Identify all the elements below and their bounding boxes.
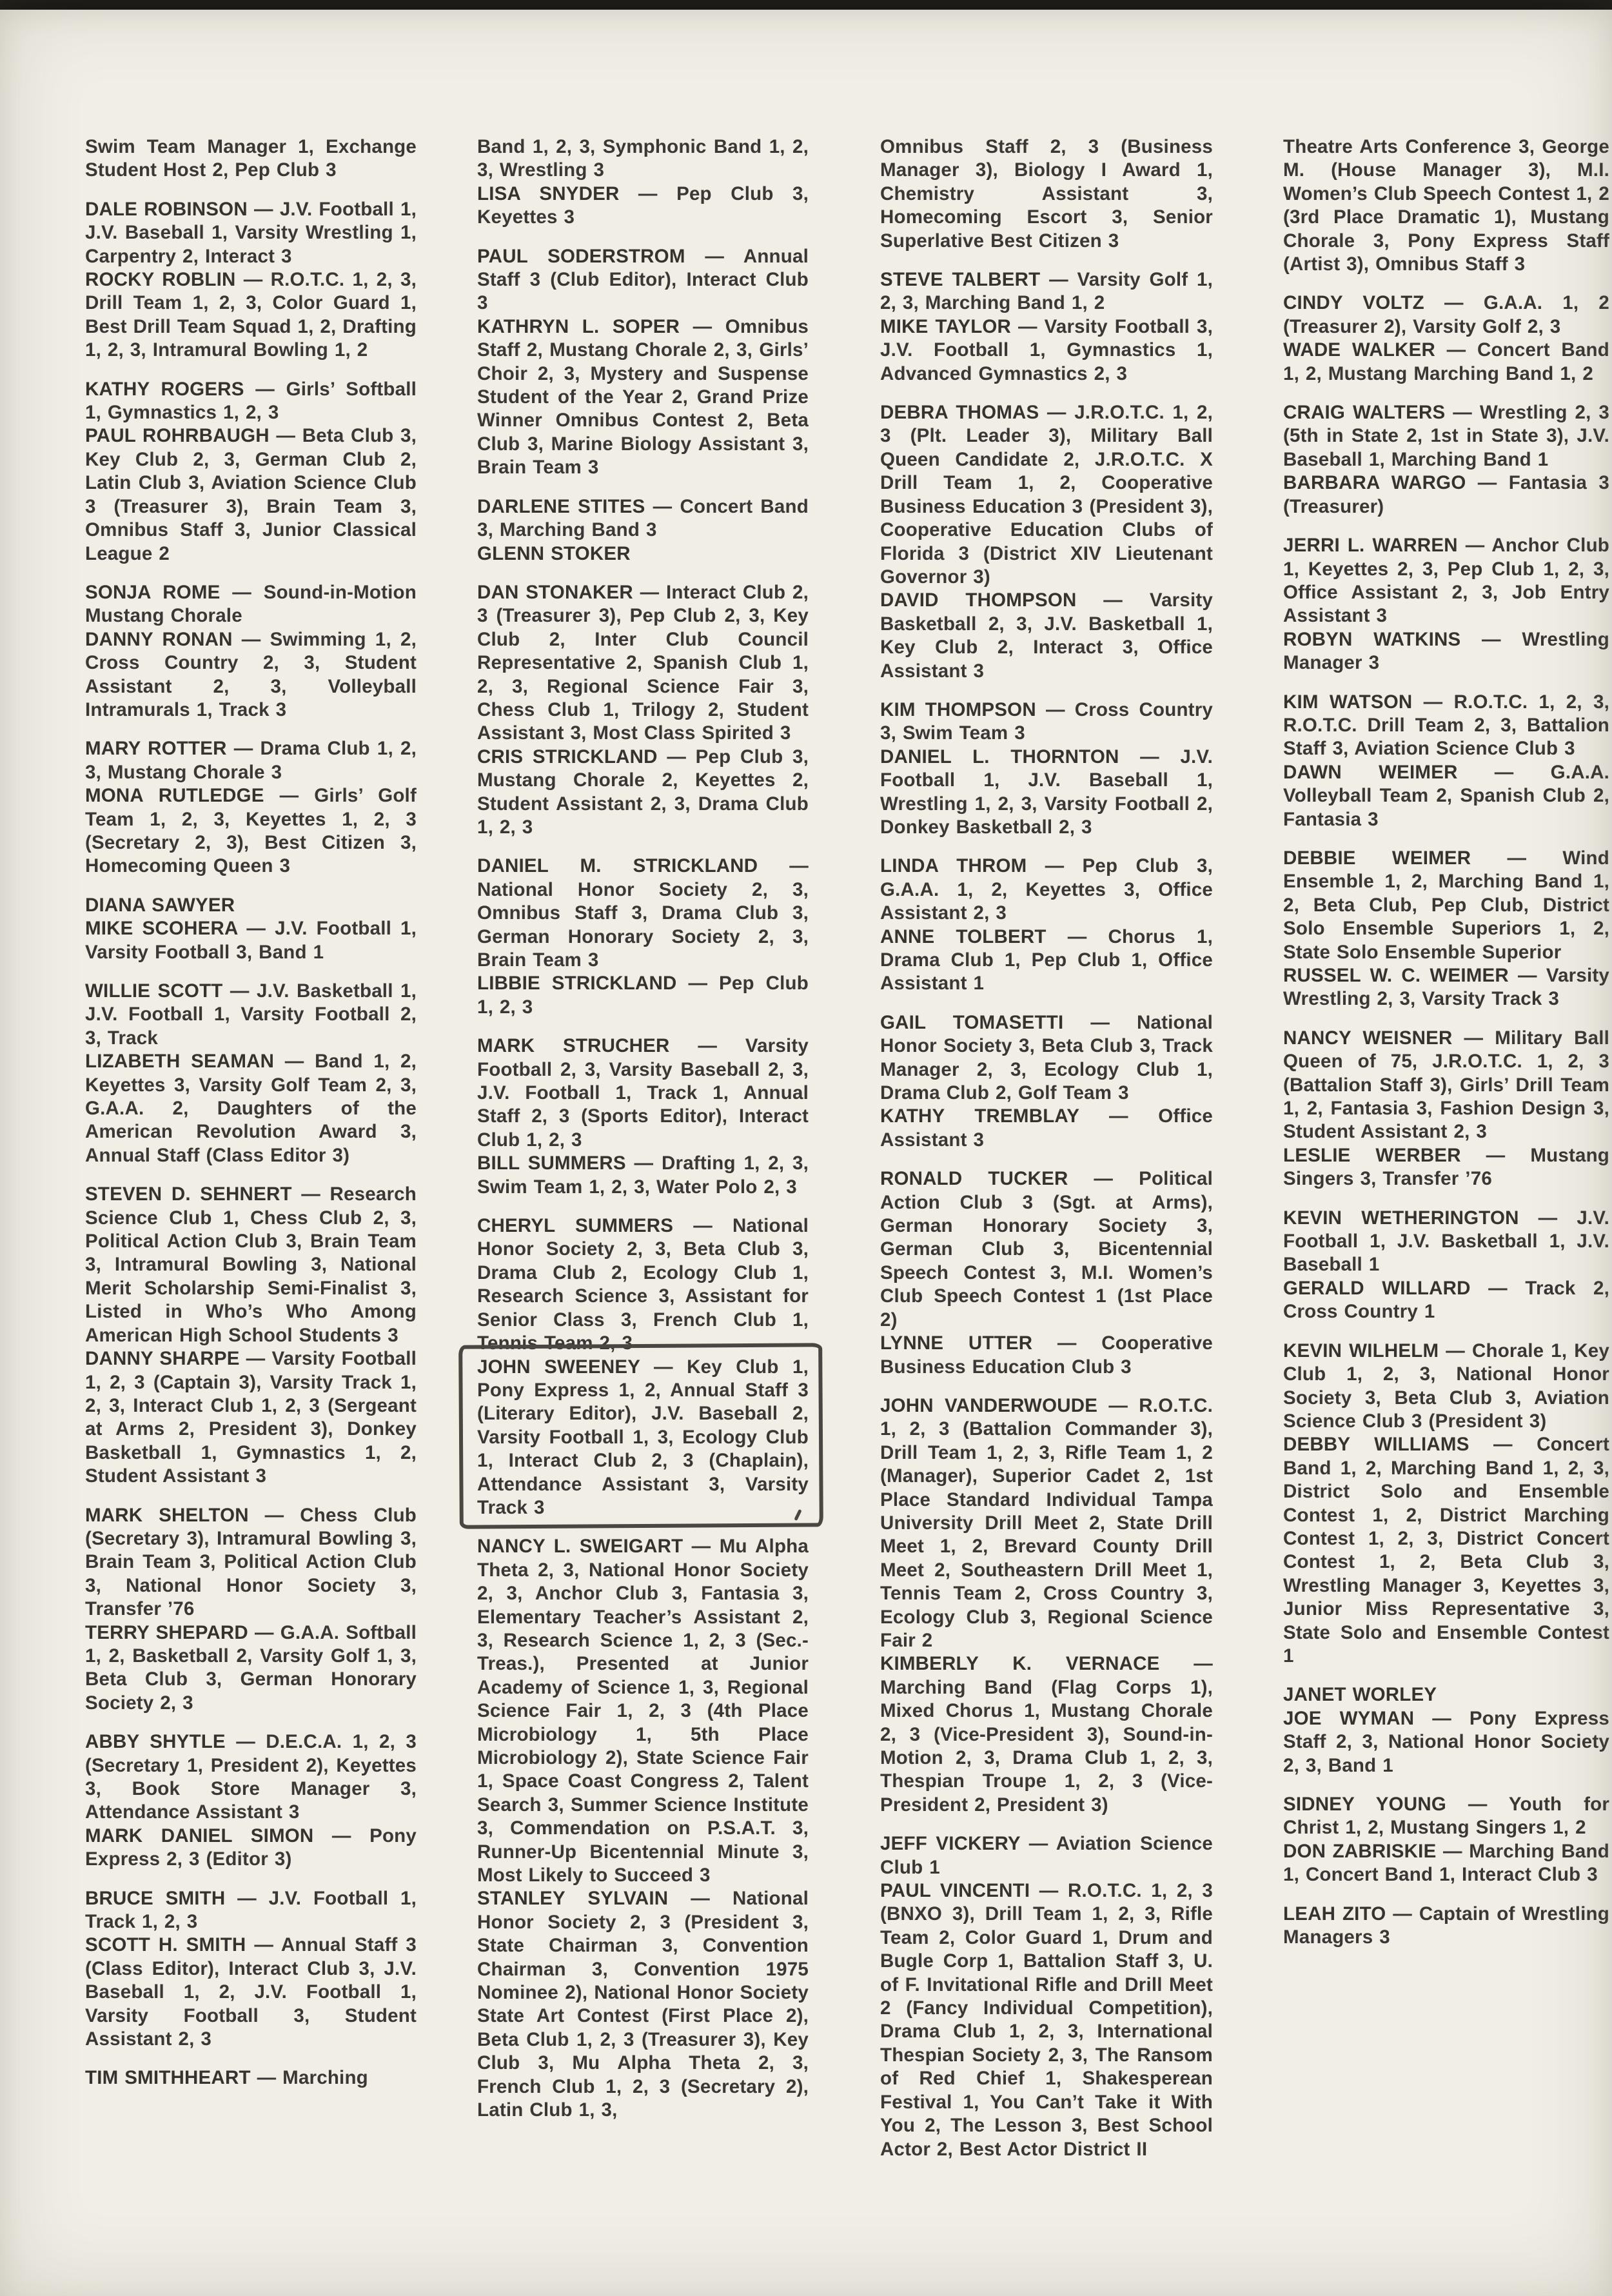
column-1: [85, 135, 417, 2090]
student-name: DAVID THOMPSON: [880, 589, 1077, 611]
student-name: LYNNE UTTER: [880, 1332, 1033, 1354]
student-name: JOE WYMAN: [1283, 1707, 1415, 1729]
activity-entry: GERALD WILLARD — Track 2, Cross Country 1: [1283, 1277, 1609, 1323]
student-name: KATHY ROGERS: [85, 378, 244, 400]
student-name: LESLIE WERBER: [1283, 1144, 1461, 1166]
student-name: CHERYL SUMMERS: [477, 1215, 674, 1237]
activity-entry: MIKE SCOHERA — J.V. Football 1, Varsity Football 3, Band 1: [85, 918, 417, 963]
student-name: JEFF VICKERY: [880, 1833, 1021, 1855]
activity-entry: PAUL ROHRBAUGH — Beta Club 3, Key Club 2, 3, German Club 2, Latin Club 3, Aviation Science Club 3 (Treasurer 3), Brain Team 3, Omnibus Staff 3, Junior Classical League 2: [85, 425, 417, 564]
activity-entry: [1283, 1683, 1609, 1707]
student-name: MARY ROTTER: [85, 738, 227, 760]
student-name: JERRI L. WARREN: [1283, 535, 1458, 557]
activity-entry: WADE WALKER — Concert Band 1, 2, Mustang Marching Band 1, 2: [1283, 339, 1609, 384]
student-name: DAN STONAKER: [477, 581, 633, 603]
activity-entry: MARY ROTTER — Drama Club 1, 2, 3, Mustang Chorale 3: [85, 738, 417, 783]
student-name: DANNY RONAN: [85, 628, 233, 650]
student-name: DEBBIE WEIMER: [1283, 847, 1471, 869]
activity-entry: SCOTT H. SMITH — Annual Staff 3 (Class Editor), Interact Club 3, J.V. Baseball 1, 2, J.V. Football 1, Varsity Football 3, Student Assistant 2, 3: [85, 1934, 417, 2050]
activity-entry: LESLIE WERBER — Mustang Singers 3, Transfer ’76: [1283, 1144, 1610, 1190]
activity-entry: MARK STRUCHER — Varsity Football 2, 3, Varsity Baseball 2, 3, J.V. Football 1, Track 1, Annual Staff 2, 3 (Sports Editor), Interact Club 1, 2, 3: [477, 1035, 809, 1151]
student-name: JANET WORLEY: [1283, 1684, 1437, 1706]
activity-entry: CRAIG WALTERS — Wrestling 2, 3 (5th in State 2, 1st in State 3), J.V. Baseball 1, Marching Band 1: [1283, 402, 1609, 470]
activity-entry: [477, 542, 809, 566]
student-name: LEAH ZITO: [1283, 1903, 1386, 1925]
student-name: JOHN SWEENEY: [477, 1356, 640, 1378]
student-name: ROCKY ROBLIN: [85, 269, 236, 291]
student-name: WILLIE SCOTT: [85, 980, 223, 1002]
student-name: PAUL VINCENTI: [880, 1880, 1030, 1902]
student-name: KEVIN WILHELM: [1283, 1340, 1439, 1361]
student-name: PAUL ROHRBAUGH: [85, 425, 270, 447]
activity-entry: STEVE TALBERT — Varsity Golf 1, 2, 3, Marching Band 1, 2: [880, 269, 1214, 314]
activity-entry: JOHN VANDERWOUDE — R.O.T.C. 1, 2, 3 (Battalion Commander 3), Drill Team 1, 2, 3, Rifle Team 1, 2 (Manager), Superior Cadet 2, 1st Place Standard Individual Tampa University Drill Meet 2, State Drill Meet 1, 2, Brevard County Drill Meet 2, Southeastern Drill Meet 1, Tennis Team 2, Cross Country 3, Ecology Club 3, Regional Science Fair 2: [880, 1394, 1213, 1651]
student-name: MARK SHELTON: [85, 1504, 249, 1526]
column-4: [1283, 135, 1609, 1949]
activity-entry: DEBBIE WEIMER — Wind Ensemble 1, 2, Marching Band 1, 2, Beta Club, Pep Club, District Solo Ensemble Superiors 1, 2, State Solo Ensemble Superior: [1283, 847, 1609, 963]
activity-entry: LIBBIE STRICKLAND — Pep Club 1, 2, 3: [477, 973, 809, 1018]
student-name: STEVE TALBERT: [880, 269, 1041, 291]
activity-entry: MONA RUTLEDGE — Girls’ Golf Team 1, 2, 3, Keyettes 1, 2, 3 (Secretary 2, 3), Best Citizen 3, Homecoming Queen 3: [85, 785, 417, 877]
activity-entry: JOE WYMAN — Pony Express Staff 2, 3, National Honor Society 2, 3, Band 1: [1283, 1707, 1609, 1776]
activity-entry: TIM SMITHHEART — Marching: [85, 2067, 368, 2089]
student-name: ANNE TOLBERT: [880, 925, 1047, 947]
activity-entry: DON ZABRISKIE — Marching Band 1, Concert Band 1, Interact Club 3: [1283, 1840, 1609, 1886]
student-name: CRAIG WALTERS: [1283, 402, 1446, 424]
student-name: GLENN STOKER: [477, 542, 631, 564]
activity-entry: LISA SNYDER — Pep Club 3, Keyettes 3: [477, 183, 809, 228]
student-name: RUSSEL W. C. WEIMER: [1283, 965, 1509, 986]
student-name: LIZABETH SEAMAN: [85, 1051, 275, 1073]
activity-entry: NANCY L. SWEIGART — Mu Alpha Theta 2, 3, National Honor Society 2, 3, Anchor Club 3, Fantasia 3, Elementary Teacher’s Assistant 2, 3, Research Science 1, 2, 3 (Sec.-Treas.), Presented at Junior Academy of Science 1, 3, Regional Science Fair 1, 2, 3 (4th Place Microbiology 1, 5th Place Microbiology 2), State Science Fair 1, Space Coast Congress 2, Talent Search 3, Summer Science Institute 3, Commendation on P.S.A.T. 3, Runner-Up Bicentennial Minute 3, Most Likely to Succeed 3: [477, 1536, 809, 1886]
activity-entry: DAVID THOMPSON — Varsity Basketball 2, 3, J.V. Basketball 1, Key Club 2, Interact 3, Office Assistant 3: [880, 589, 1213, 682]
activity-entry: CHERYL SUMMERS — National Honor Society 2, 3, Beta Club 3, Drama Club 2, Ecology Club 1, Research Science 3, Assistant for Senior Class 3, French Club 1, Tennis Team 2, 3: [477, 1215, 809, 1354]
activity-entry: SIDNEY YOUNG — Youth for Christ 1, 2, Mustang Singers 1, 2: [1283, 1794, 1609, 1839]
activity-entry: [85, 894, 417, 917]
student-name: DALE ROBINSON: [85, 198, 248, 220]
activity-entry: WILLIE SCOTT — J.V. Basketball 1, J.V. Football 1, Varsity Football 2, 3, Track: [85, 980, 417, 1049]
student-name: NANCY L. SWEIGART: [477, 1536, 683, 1558]
student-name: ROBYN WATKINS: [1283, 628, 1461, 650]
student-name: JOHN VANDERWOUDE: [880, 1394, 1098, 1416]
activity-entry: ABBY SHYTLE — D.E.C.A. 1, 2, 3 (Secretary 1, President 2), Keyettes 3, Book Store Manager 3, Attendance Assistant 3: [85, 1731, 417, 1823]
activity-entry: DAWN WEIMER — G.A.A. Volleyball Team 2, Spanish Club 2, Fantasia 3: [1283, 761, 1610, 830]
activity-entry: ROCKY ROBLIN — R.O.T.C. 1, 2, 3, Drill Team 1, 2, 3, Color Guard 1, Best Drill Team Squad 1, 2, Drafting 1, 2, 3, Intramural Bowling 1, 2: [85, 269, 417, 361]
student-name: STEVEN D. SEHNERT: [85, 1183, 292, 1205]
student-name: DEBBY WILLIAMS: [1283, 1434, 1469, 1456]
activity-entry: MARK DANIEL SIMON — Pony Express 2, 3 (Editor 3): [85, 1825, 417, 1870]
student-name: RONALD TUCKER: [880, 1168, 1068, 1190]
activity-entry: PAUL SODERSTROM — Annual Staff 3 (Club Editor), Interact Club 3: [477, 245, 809, 314]
activity-entry: KIM THOMPSON — Cross Country 3, Swim Team 3: [880, 698, 1213, 744]
activity-entry: NANCY WEISNER — Military Ball Queen of 75, J.R.O.T.C. 1, 2, 3 (Battalion Staff 3), Girls’ Drill Team 1, 2, Fantasia 3, Fashion Design 3, Student Assistant 2, 3: [1283, 1027, 1609, 1143]
activity-entry: LEAH ZITO — Captain of Wrestling Managers 3: [1283, 1903, 1609, 1948]
activity-entry: ANNE TOLBERT — Chorus 1, Drama Club 1, Pep Club 1, Office Assistant 1: [880, 925, 1213, 995]
activity-entry: BARBARA WARGO — Fantasia 3 (Treasurer): [1283, 472, 1609, 517]
student-name: LISA SNYDER: [477, 183, 620, 204]
student-name: KEVIN WETHERINGTON: [1283, 1207, 1519, 1229]
activity-entry: DEBRA THOMAS — J.R.O.T.C. 1, 2, 3 (Plt. Leader 3), Military Ball Queen Candidate 2, J.R.O.T.C. X Drill Team 1, 2, Cooperative Business Education 3 (President 3), Cooperative Education Clubs of Florida 3 (District XIV Lieutenant Governor 3): [880, 402, 1213, 588]
activity-entry: Theatre Arts Conference 3, George M. (House Manager 3), M.I. Women’s Club Speech Contest 1, 2 (3rd Place Dramatic 1), Mustang Chorale 3, Pony Express Staff (Artist 3), Omnibus Staff 3: [1283, 136, 1609, 275]
activity-entry: STANLEY SYLVAIN — National Honor Society 2, 3 (President 3, State Chairman 3, Convention Chairman 3, Convention 1975 Nominee 2), National Honor Society State Art Contest (First Place 2), Beta Club 1, 2, 3 (Treasurer 3), Key Club 3, Mu Alpha Theta 2, 3, French Club 1, 2, 3 (Secretary 2), Latin Club 1, 3,: [477, 1888, 809, 2121]
student-name: MIKE SCOHERA: [85, 918, 238, 940]
student-name: CRIS STRICKLAND: [477, 746, 658, 767]
student-name: TERRY SHEPARD: [85, 1621, 248, 1643]
student-name: ABBY SHYTLE: [85, 1731, 226, 1753]
student-name: TIM SMITHHEART: [85, 2067, 251, 2089]
activity-entry: TERRY SHEPARD — G.A.A. Softball 1, 2, Basketball 2, Varsity Golf 1, 3, Beta Club 3, German Honorary Society 2, 3: [85, 1621, 417, 1714]
student-name: DARLENE STITES: [477, 495, 645, 517]
student-name: DEBRA THOMAS: [880, 402, 1039, 424]
student-name: DANIEL M. STRICKLAND: [477, 855, 758, 877]
activity-entry: Omnibus Staff 2, 3 (Business Manager 3), Biology I Award 1, Chemistry Assistant 3, Homecoming Escort 3, Senior Superlative Best Citizen 3: [880, 136, 1213, 252]
activity-entry: KATHY TREMBLAY — Office Assistant 3: [880, 1105, 1213, 1151]
activity-entry: LINDA THROM — Pep Club 3, G.A.A. 1, 2, Keyettes 3, Office Assistant 2, 3: [880, 855, 1213, 924]
column-3: [880, 135, 1213, 2161]
student-name: STANLEY SYLVAIN: [477, 1888, 669, 1910]
scan-edge-band: [0, 0, 1612, 10]
activity-entry: RUSSEL W. C. WEIMER — Varsity Wrestling 2, 3, Varsity Track 3: [1283, 965, 1609, 1010]
activity-entry: MIKE TAYLOR — Varsity Football 3, J.V. Football 1, Gymnastics 1, Advanced Gymnastics 2, 3: [880, 315, 1213, 384]
activity-entry: CINDY VOLTZ — G.A.A. 1, 2 (Treasurer 2), Varsity Golf 2, 3: [1283, 292, 1609, 337]
student-name: LINDA THROM: [880, 855, 1027, 877]
activity-entry: Swim Team Manager 1, Exchange Student Host 2, Pep Club 3: [85, 136, 417, 181]
activity-entry: DANIEL M. STRICKLAND — National Honor Society 2, 3, Omnibus Staff 3, Drama Club 3, German Honorary Society 2, 3, Brain Team 3: [477, 855, 809, 971]
student-name: DIANA SAWYER: [85, 894, 235, 916]
student-name: LIBBIE STRICKLAND: [477, 973, 677, 995]
activity-entry: DANNY RONAN — Swimming 1, 2, Cross Country 2, 3, Student Assistant 2, 3, Volleyball Intramurals 1, Track 3: [85, 628, 417, 720]
activity-entry: DEBBY WILLIAMS — Concert Band 1, 2, Marching Band 1, 2, 3, District Solo and Ensemble Contest 1, 2, District Marching Contest 1, 2, 3, District Concert Contest 1, 2, Beta Club 3, Wrestling Manager 3, Keyettes 3, Junior Miss Representative 3, State Solo and Ensemble Contest 1: [1283, 1434, 1609, 1667]
student-name: KATHY TREMBLAY: [880, 1105, 1079, 1127]
student-name: MIKE TAYLOR: [880, 315, 1012, 337]
student-name: MARK DANIEL SIMON: [85, 1825, 314, 1846]
student-name: CINDY VOLTZ: [1283, 292, 1424, 314]
activity-entry: SONJA ROME — Sound-in-Motion Mustang Chorale: [85, 581, 417, 627]
activity-entry: LYNNE UTTER — Cooperative Business Education Club 3: [880, 1332, 1213, 1378]
student-name: MARK STRUCHER: [477, 1035, 670, 1057]
activity-entry: CRIS STRICKLAND — Pep Club 3, Mustang Chorale 2, Keyettes 2, Student Assistant 2, 3, Drama Club 1, 2, 3: [477, 746, 809, 838]
activity-entry: DANIEL L. THORNTON — J.V. Football 1, J.V. Baseball 1, Wrestling 1, 2, 3, Varsity Football 2, Donkey Basketball 2, 3: [880, 746, 1213, 838]
activity-entry: BILL SUMMERS — Drafting 1, 2, 3, Swim Team 1, 2, 3, Water Polo 2, 3: [477, 1153, 809, 1198]
activity-entry: LIZABETH SEAMAN — Band 1, 2, Keyettes 3, Varsity Golf Team 2, 3, G.A.A. 2, Daughters of the American Revolution Award 3, Annual Staff (Class Editor 3): [85, 1051, 417, 1166]
activity-entry: RONALD TUCKER — Political Action Club 3 (Sgt. at Arms), German Honorary Society 3, German Club 3, Bicentennial Speech Contest 3, M.I. Women’s Club Speech Contest 1 (1st Place 2): [880, 1168, 1213, 1331]
student-name: MONA RUTLEDGE: [85, 785, 264, 807]
student-name: KIM WATSON: [1283, 691, 1413, 713]
activity-entry: JERRI L. WARREN — Anchor Club 1, Keyettes 2, 3, Pep Club 1, 2, 3, Office Assistant 2, 3, Job Entry Assistant 3: [1283, 535, 1610, 627]
activity-entry: Band 1, 2, 3, Symphonic Band 1, 2, 3, Wrestling 3: [477, 136, 809, 181]
activity-entry: ROBYN WATKINS — Wrestling Manager 3: [1283, 628, 1609, 674]
student-name: KIM THOMPSON: [880, 698, 1036, 720]
student-name: DANIEL L. THORNTON: [880, 746, 1119, 767]
student-name: DANNY SHARPE: [85, 1348, 240, 1370]
activity-entry: KEVIN WILHELM — Chorale 1, Key Club 1, 2, 3, National Honor Society 3, Beta Club 3, Aviation Science Club 3 (President 3): [1283, 1340, 1609, 1432]
activity-entry: JEFF VICKERY — Aviation Science Club 1: [880, 1833, 1213, 1878]
student-name: GAIL TOMASETTI: [880, 1011, 1064, 1033]
activity-entry: STEVEN D. SEHNERT — Research Science Club 1, Chess Club 2, 3, Political Action Club 3, Brain Team 3, Intramural Bowling 3, National Merit Scholarship Semi-Finalist 3, Listed in Who’s Who Among American High School Students 3: [85, 1183, 417, 1346]
activity-entry: DAN STONAKER — Interact Club 2, 3 (Treasurer 3), Pep Club 2, 3, Key Club 2, Inter Club Council Representative 2, Spanish Club 1, 2, 3, Regional Science Fair 3, Chess Club 1, Trilogy 2, Student Assistant 3, Most Class Spirited 3: [477, 581, 809, 744]
student-name: GERALD WILLARD: [1283, 1277, 1471, 1299]
activity-entry: MARK SHELTON — Chess Club (Secretary 3), Intramural Bowling 3, Brain Team 3, Political Action Club 3, National Honor Society 3, Transfer ’76: [85, 1504, 417, 1620]
activity-entry: BRUCE SMITH — J.V. Football 1, Track 1, 2, 3: [85, 1887, 417, 1933]
activity-entry: KATHY ROGERS — Girls’ Softball 1, Gymnastics 1, 2, 3: [85, 378, 417, 424]
student-name: BRUCE SMITH: [85, 1887, 226, 1909]
student-name: PAUL SODERSTROM: [477, 245, 685, 267]
activity-entry: DALE ROBINSON — J.V. Football 1, J.V. Baseball 1, Varsity Wrestling 1, Carpentry 2, Interact 3: [85, 198, 417, 267]
activity-entry: KIMBERLY K. VERNACE — Marching Band (Flag Corps 1), Mixed Chorus 1, Mustang Chorale 2, 3 (Vice-President 3), Sound-in-Motion 2, 3, Drama Club 1, 2, 3, Thespian Troupe 1, 2, 3 (Vice-President 2, President 3): [880, 1653, 1213, 1816]
student-name: BILL SUMMERS: [477, 1153, 626, 1174]
student-name: SONJA ROME: [85, 581, 221, 603]
column-2: [477, 135, 809, 2123]
activity-entry: DARLENE STITES — Concert Band 3, Marching Band 3: [477, 495, 809, 541]
activity-entry: KATHRYN L. SOPER — Omnibus Staff 2, Mustang Chorale 2, 3, Girls’ Choir 2, 3, Mystery and Suspense Student of the Year 2, Grand Prize Winner Omnibus Contest 2, Beta Club 3, Marine Biology Assistant 3, Brain Team 3: [477, 315, 809, 479]
pen-tick-mark: [794, 1509, 801, 1521]
student-name: WADE WALKER: [1283, 339, 1435, 361]
activity-entry: PAUL VINCENTI — R.O.T.C. 1, 2, 3 (BNXO 3), Drill Team 1, 2, 3, Rifle Team 2, Color Guard 1, Drum and Bugle Corp 1, Battalion Staff 3, U. of F. Invitational Rifle and Drill Meet 2 (Fancy Individual Competition), Drama Club 1, 2, 3, International Thespian Society 2, 3, The Ransom of Red Chief 1, Shakesperean Festival 1, You Can’t Take it With You 2, The Lesson 3, Best School Actor 2, Best Actor District II: [880, 1880, 1213, 2160]
student-name: SIDNEY YOUNG: [1283, 1794, 1446, 1815]
student-name: KIMBERLY K. VERNACE: [880, 1653, 1160, 1675]
student-name: NANCY WEISNER: [1283, 1027, 1453, 1049]
student-name: KATHRYN L. SOPER: [477, 315, 680, 337]
activity-entry: JOHN SWEENEY — Key Club 1, Pony Express 1, 2, Annual Staff 3 (Literary Editor), J.V. Baseball 2, Varsity Football 1, 3, Ecology Club 1, Interact Club 2, 3 (Chaplain), Attendance Assistant 3, Varsity Track 3: [477, 1356, 809, 1520]
activity-entry: KEVIN WETHERINGTON — J.V. Football 1, J.V. Basketball 1, J.V. Baseball 1: [1283, 1207, 1609, 1276]
activity-entry: DANNY SHARPE — Varsity Football 1, 2, 3 (Captain 3), Varsity Track 1, 2, 3, Interact Club 1, 2, 3 (Sergeant at Arms 2, President 3), Donkey Basketball 1, Gymnastics 1, 2, Student Assistant 3: [85, 1348, 417, 1487]
student-name: DAWN WEIMER: [1283, 761, 1458, 783]
activity-entry: GAIL TOMASETTI — National Honor Society 3, Beta Club 3, Track Manager 2, 3, Ecology Club 1, Drama Club 2, Golf Team 3: [880, 1011, 1213, 1104]
student-name: BARBARA WARGO: [1283, 472, 1466, 494]
student-name: SCOTT H. SMITH: [85, 1934, 246, 1956]
activity-entry: KIM WATSON — R.O.T.C. 1, 2, 3, R.O.T.C. Drill Team 2, 3, Battalion Staff 3, Aviation Science Club 3: [1283, 691, 1609, 760]
student-name: DON ZABRISKIE: [1283, 1840, 1437, 1862]
